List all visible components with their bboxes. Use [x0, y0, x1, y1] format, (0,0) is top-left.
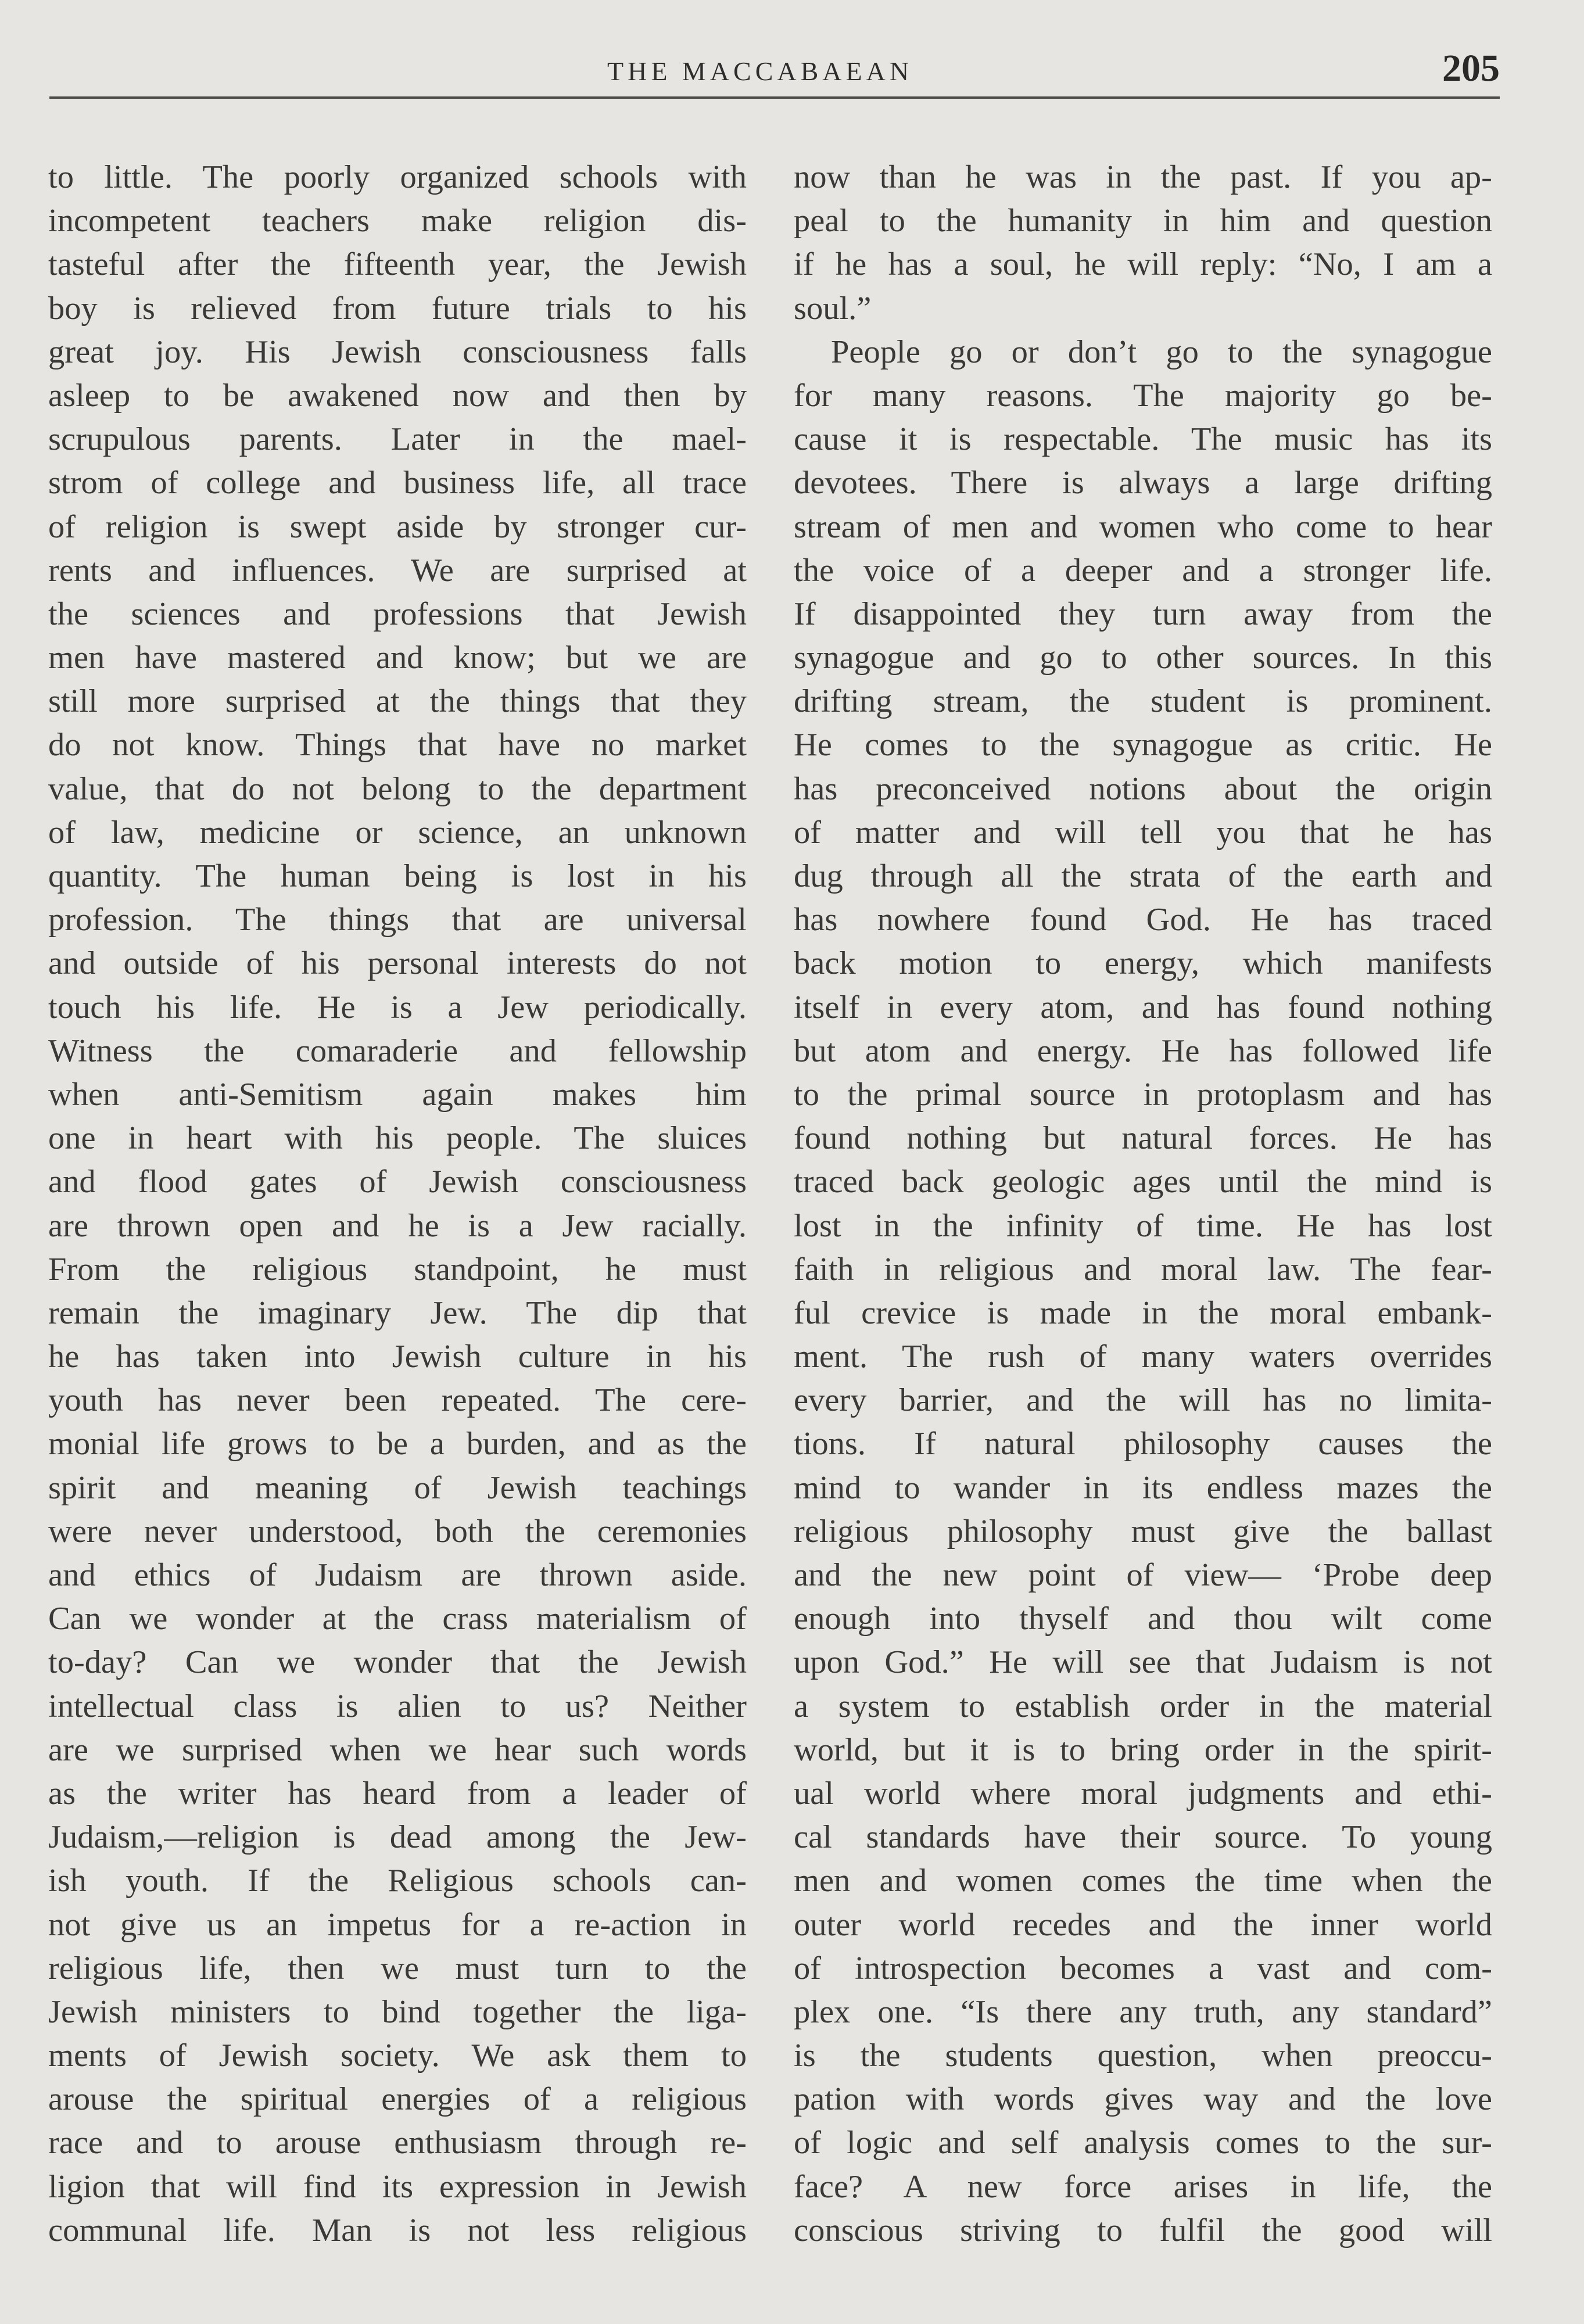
text-line: when anti-Semitism again makes him — [48, 1076, 747, 1113]
text-line: of logic and self analysis comes to the sur- — [794, 2125, 1492, 2161]
text-line: asleep to be awakened now and then by — [48, 377, 747, 414]
text-line: men and women comes the time when the — [794, 1863, 1492, 1899]
text-line: ish youth. If the Religious schools can- — [48, 1863, 747, 1899]
text-line: touch his life. He is a Jew periodically. — [48, 989, 747, 1025]
text-line: People go or don’t go to the synagogue — [831, 333, 1492, 370]
text-line: mind to wander in its endless mazes the — [794, 1469, 1492, 1506]
text-line: upon God.” He will see that Judaism is not — [794, 1644, 1492, 1681]
text-line: of law, medicine or science, an unknown — [48, 814, 747, 851]
text-line: Jewish ministers to bind together the liga- — [48, 1993, 747, 2030]
text-line: tasteful after the fifteenth year, the Jewish — [48, 246, 747, 283]
text-line: race and to arouse enthusiasm through re- — [48, 2125, 747, 2161]
text-line: cal standards have their source. To young — [794, 1819, 1492, 1856]
text-line: are thrown open and he is a Jew racially. — [48, 1207, 747, 1244]
text-line: Witness the comaraderie and fellowship — [48, 1032, 747, 1069]
text-line: Can we wonder at the crass materialism of — [48, 1601, 747, 1637]
text-line: not give us an impetus for a re-action in — [48, 1906, 747, 1943]
text-line: enough into thyself and thou wilt come — [794, 1601, 1492, 1637]
text-line: rents and influences. We are surprised at — [48, 552, 747, 589]
text-line: ments of Jewish society. We ask them to — [48, 2038, 747, 2074]
text-line: From the religious standpoint, he must — [48, 1251, 747, 1287]
text-line: remain the imaginary Jew. The dip that — [48, 1294, 747, 1331]
text-line: face? A new force arises in life, the — [794, 2168, 1492, 2205]
text-line: ligion that will find its expression in Jewish — [48, 2168, 747, 2205]
text-line: boy is relieved from future trials to his — [48, 290, 747, 327]
text-line: ual world where moral judgments and ethi- — [794, 1775, 1492, 1812]
text-line: to the primal source in protoplasm and has — [794, 1076, 1492, 1113]
right-column — [794, 156, 1492, 2253]
text-line: to-day? Can we wonder that the Jewish — [48, 1644, 747, 1681]
text-line: tions. If natural philosophy causes the — [794, 1426, 1492, 1462]
text-line: peal to the humanity in him and question — [794, 203, 1492, 239]
text-line: arouse the spiritual energies of a religious — [48, 2081, 747, 2118]
text-line: for many reasons. The majority go be- — [794, 377, 1492, 414]
text-line: spirit and meaning of Jewish teachings — [48, 1469, 747, 1506]
text-line: quantity. The human being is lost in his — [48, 858, 747, 894]
text-line: outer world recedes and the inner world — [794, 1906, 1492, 1943]
text-line: scrupulous parents. Later in the mael- — [48, 421, 747, 458]
text-line: if he has a soul, he will reply: “No, I am a — [794, 246, 1492, 283]
text-line: ment. The rush of many waters overrides — [794, 1339, 1492, 1375]
text-line: as the writer has heard from a leader of — [48, 1775, 747, 1812]
text-line: has preconceived notions about the origin — [794, 770, 1492, 807]
text-line: and flood gates of Jewish consciousness — [48, 1164, 747, 1200]
text-line: now than he was in the past. If you ap- — [794, 159, 1492, 195]
text-line: dug through all the strata of the earth and — [794, 858, 1492, 894]
text-line: ful crevice is made in the moral embank- — [794, 1294, 1492, 1331]
text-line: incompetent teachers make religion dis- — [48, 203, 747, 239]
text-line: He comes to the synagogue as critic. He — [794, 727, 1492, 763]
text-line: communal life. Man is not less religious — [48, 2212, 747, 2248]
text-line: devotees. There is always a large drifting — [794, 465, 1492, 501]
text-line: cause it is respectable. The music has its — [794, 421, 1492, 458]
text-line: lost in the infinity of time. He has lost — [794, 1207, 1492, 1244]
text-line: soul.” — [794, 290, 872, 327]
text-line: profession. The things that are universal — [48, 902, 747, 938]
page-number: 205 — [1442, 47, 1500, 89]
left-column — [48, 156, 747, 2253]
text-line: of introspection becomes a vast and com- — [794, 1950, 1492, 1986]
text-line: and outside of his personal interests do not — [48, 945, 747, 982]
text-line: a system to establish order in the material — [794, 1688, 1492, 1724]
text-line: still more surprised at the things that they — [48, 683, 747, 720]
text-line: has nowhere found God. He has traced — [794, 902, 1492, 938]
text-line: do not know. Things that have no market — [48, 727, 747, 763]
text-line: he has taken into Jewish culture in his — [48, 1339, 747, 1375]
text-line: religious philosophy must give the ballast — [794, 1513, 1492, 1550]
text-line: are we surprised when we hear such words — [48, 1731, 747, 1768]
text-line: but atom and energy. He has followed life — [794, 1032, 1492, 1069]
text-line: were never understood, both the ceremonies — [48, 1513, 747, 1550]
text-line: faith in religious and moral law. The fear- — [794, 1251, 1492, 1287]
text-line: and ethics of Judaism are thrown aside. — [48, 1557, 747, 1593]
text-line: and the new point of view— ‘Probe deep — [794, 1557, 1492, 1593]
text-line: strom of college and business life, all trace — [48, 465, 747, 501]
text-line: the sciences and professions that Jewish — [48, 596, 747, 632]
text-line: of matter and will tell you that he has — [794, 814, 1492, 851]
text-line: plex one. “Is there any truth, any standard” — [794, 1993, 1492, 2030]
text-line: to little. The poorly organized schools with — [48, 159, 747, 195]
text-line: itself in every atom, and has found nothing — [794, 989, 1492, 1025]
text-line: If disappointed they turn away from the — [794, 596, 1492, 632]
text-line: men have mastered and know; but we are — [48, 640, 747, 676]
text-line: conscious striving to fulfil the good will — [794, 2212, 1492, 2248]
text-line: world, but it is to bring order in the spirit- — [794, 1731, 1492, 1768]
text-line: intellectual class is alien to us? Neither — [48, 1688, 747, 1724]
text-line: value, that do not belong to the department — [48, 770, 747, 807]
text-line: stream of men and women who come to hear — [794, 508, 1492, 545]
text-line: youth has never been repeated. The cere- — [48, 1382, 747, 1419]
text-line: the voice of a deeper and a stronger life. — [794, 552, 1492, 589]
text-line: synagogue and go to other sources. In this — [794, 640, 1492, 676]
text-line: traced back geologic ages until the mind is — [794, 1164, 1492, 1200]
text-line: drifting stream, the student is prominent. — [794, 683, 1492, 720]
text-line: great joy. His Jewish consciousness falls — [48, 333, 747, 370]
text-line: is the students question, when preoccu- — [794, 2038, 1492, 2074]
header-rule — [49, 96, 1500, 99]
text-line: Judaism,—religion is dead among the Jew- — [48, 1819, 747, 1856]
text-line: religious life, then we must turn to the — [48, 1950, 747, 1986]
text-line: every barrier, and the will has no limita- — [794, 1382, 1492, 1419]
text-line: one in heart with his people. The sluices — [48, 1120, 747, 1157]
text-line: of religion is swept aside by stronger cur- — [48, 508, 747, 545]
text-line: back motion to energy, which manifests — [794, 945, 1492, 982]
running-title: THE MACCABAEAN — [607, 56, 913, 86]
text-line: monial life grows to be a burden, and as the — [48, 1426, 747, 1462]
text-line: pation with words gives way and the love — [794, 2081, 1492, 2118]
page-header — [49, 47, 1500, 102]
text-line: found nothing but natural forces. He has — [794, 1120, 1492, 1157]
